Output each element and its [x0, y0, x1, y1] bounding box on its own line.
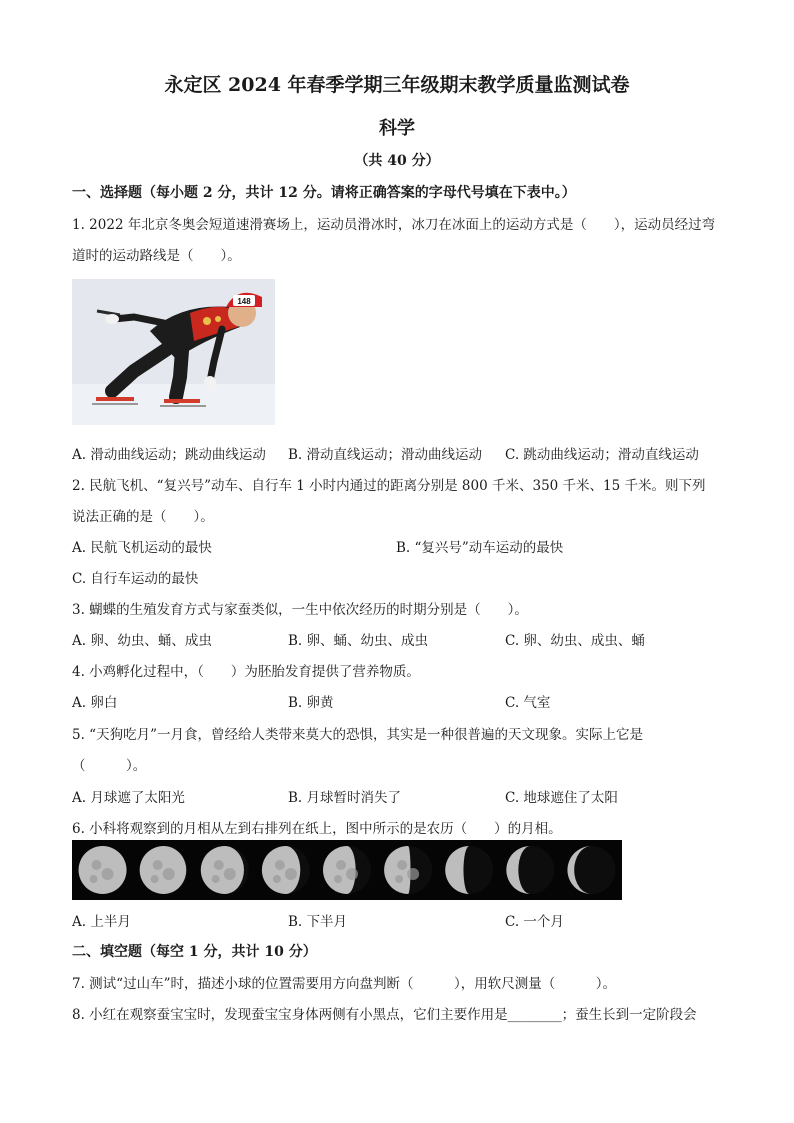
moon-phase-3	[201, 846, 249, 894]
total-score: （共 40 分）	[354, 153, 440, 169]
question-2-option-c: C. 自行车运动的最快	[72, 571, 199, 587]
question-1-option-b: B. 滑动直线运动；滑动曲线运动	[288, 447, 483, 463]
exam-title: 永定区 2024 年春季学期三年级期末教学质量监测试卷	[164, 74, 630, 96]
question-5-line-1: 5. “天狗吃月”一月食，曾经给人类带来莫大的恐惧，其实是一种很普遍的天文现象。实际上它是	[72, 727, 643, 743]
question-5-line-2: （ ）。	[72, 758, 147, 774]
speed-skater-photo	[72, 279, 275, 425]
question-4-option-a: A. 卵白	[72, 695, 118, 711]
speed-skater-illustration	[72, 279, 275, 425]
question-5-option-b: B. 月球暂时消失了	[288, 790, 402, 806]
moon-phase-strip	[72, 840, 622, 900]
section-1-heading: 一、选择题（每小题 2 分，共计 12 分。请将正确答案的字母代号填在下表中。）	[72, 185, 576, 201]
moon-phase-illustration	[72, 840, 622, 900]
moon-phase-1	[79, 846, 127, 894]
moon-phase-7	[445, 846, 493, 894]
moon-phase-6	[384, 846, 432, 894]
question-3-line-1: 3. 蝴蝶的生殖发育方式与家蚕类似，一生中依次经历的时期分别是（ ）。	[72, 602, 528, 618]
question-3-option-a: A. 卵、幼虫、蛹、成虫	[72, 633, 212, 649]
question-6-line-1: 6. 小科将观察到的月相从左到右排列在纸上，图中所示的是农历（ ）的月相。	[72, 821, 562, 837]
question-4-option-b: B. 卵黄	[288, 695, 334, 711]
question-6-option-b: B. 下半月	[288, 914, 348, 930]
moon-phase-5	[323, 846, 371, 894]
question-5-option-a: A. 月球遮了太阳光	[72, 790, 185, 806]
subject-title: 科学	[379, 118, 415, 139]
question-5-option-c: C. 地球遮住了太阳	[505, 790, 618, 806]
question-2-option-b: B. “复兴号”动车运动的最快	[396, 540, 564, 556]
question-1-option-a: A. 滑动曲线运动；跳动曲线运动	[72, 447, 266, 463]
section-2-heading: 二、填空题（每空 1 分，共计 10 分）	[72, 944, 317, 960]
helmet-number: 148	[237, 297, 251, 306]
question-2-line-1: 2. 民航飞机、“复兴号”动车、自行车 1 小时内通过的距离分别是 800 千米、350 千米、15 千米。则下列	[72, 478, 706, 494]
question-1-option-c: C. 跳动曲线运动；滑动直线运动	[505, 447, 699, 463]
question-2-line-2: 说法正确的是（ ）。	[72, 509, 214, 525]
question-1-line-1: 1. 2022 年北京冬奥会短道速滑赛场上，运动员滑冰时，冰刀在冰面上的运动方式是（ ），运动员经过弯	[72, 217, 716, 233]
question-6-option-a: A. 上半月	[72, 914, 131, 930]
moon-phase-4	[262, 846, 310, 894]
moon-phase-2	[140, 846, 188, 894]
question-4-option-c: C. 气室	[505, 695, 551, 711]
moon-phase-8	[506, 846, 554, 894]
question-4-line-1: 4. 小鸡孵化过程中，（ ）为胚胎发育提供了营养物质。	[72, 664, 420, 680]
question-8-line-1: 8. 小红在观察蚕宝宝时，发现蚕宝宝身体两侧有小黑点，它们主要作用是________；蚕生长到一定阶段会	[72, 1007, 697, 1023]
moon-phase-9	[567, 846, 615, 894]
question-3-option-b: B. 卵、蛹、幼虫、成虫	[288, 633, 429, 649]
question-3-option-c: C. 卵、幼虫、成虫、蛹	[505, 633, 645, 649]
question-7-line-1: 7. 测试“过山车”时，描述小球的位置需要用方向盘判断（ ），用软尺测量（ ）。	[72, 976, 616, 992]
question-6-option-c: C. 一个月	[505, 914, 564, 930]
question-2-option-a: A. 民航飞机运动的最快	[72, 540, 212, 556]
question-1-line-2: 道时的运动路线是（ ）。	[72, 248, 241, 264]
